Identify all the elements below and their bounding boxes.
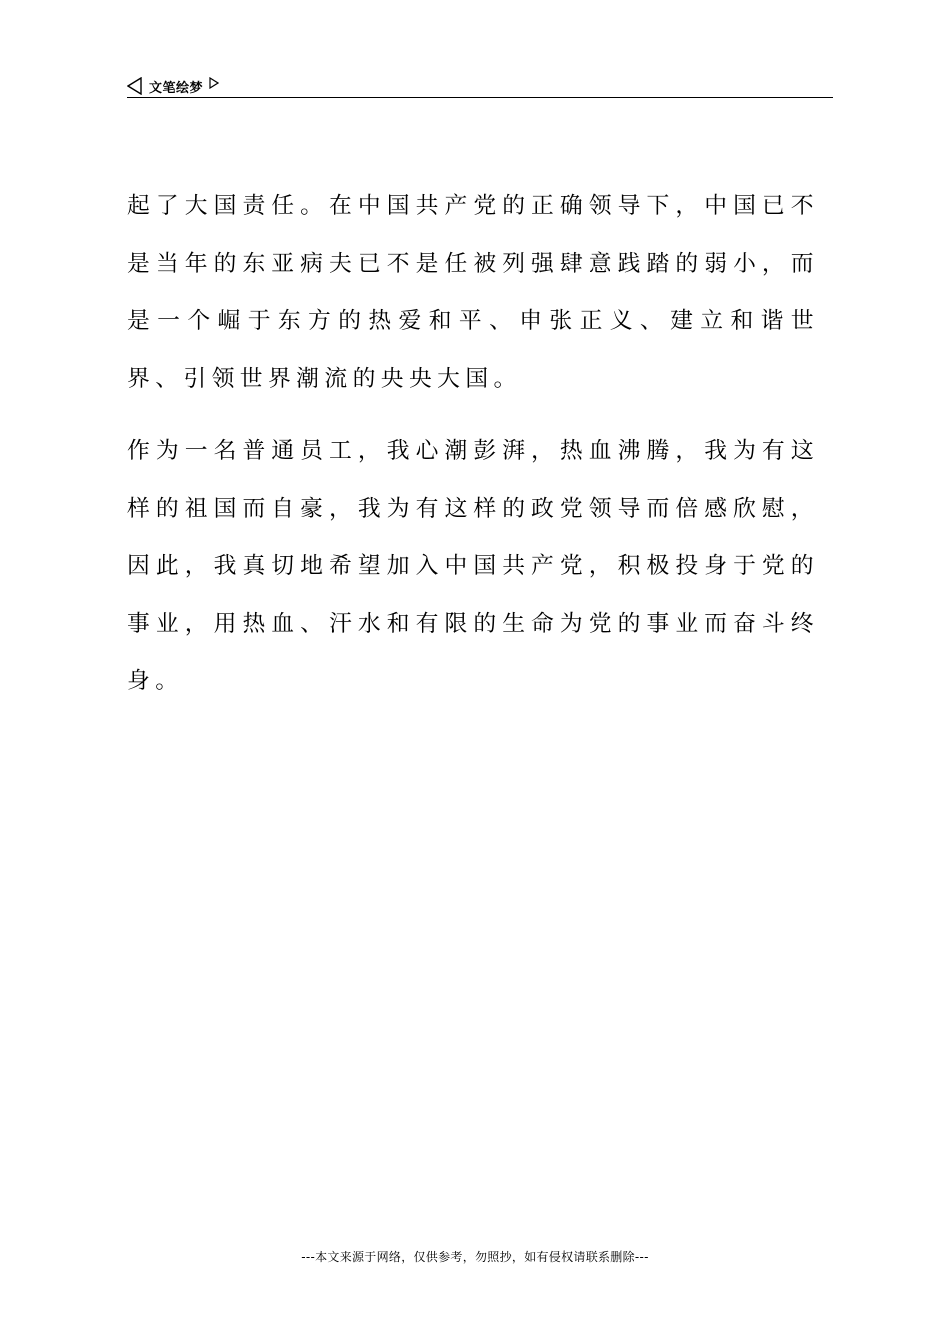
page-footer: ---本文来源于网络，仅供参考，勿照抄，如有侵权请联系删除--- <box>301 1250 649 1264</box>
header-brand: 文笔绘梦 <box>149 80 204 96</box>
header-divider <box>127 97 833 98</box>
document-body <box>127 178 819 726</box>
page-header <box>127 74 833 98</box>
paragraph: 起了大国责任。在中国共产党的正确领导下，中国已不是当年的东亚病夫已不是任被列强肆意践踏的弱小，而是一个崛于东方的热爱和平、申张正义、建立和谐世界、引领世界潮流的央央大国。 <box>127 193 819 392</box>
triangle-right-icon <box>209 77 219 89</box>
paragraph: 作为一名普通员工，我心潮彭湃，热血沸腾，我为有这样的祖国而自豪，我为有这样的政党领导而倍感欣慰，因此，我真切地希望加入中国共产党，积极投身于党的事业，用热血、汗水和有限的生命为党的事业而奋斗终身。 <box>127 438 819 694</box>
triangle-left-icon <box>127 77 142 95</box>
